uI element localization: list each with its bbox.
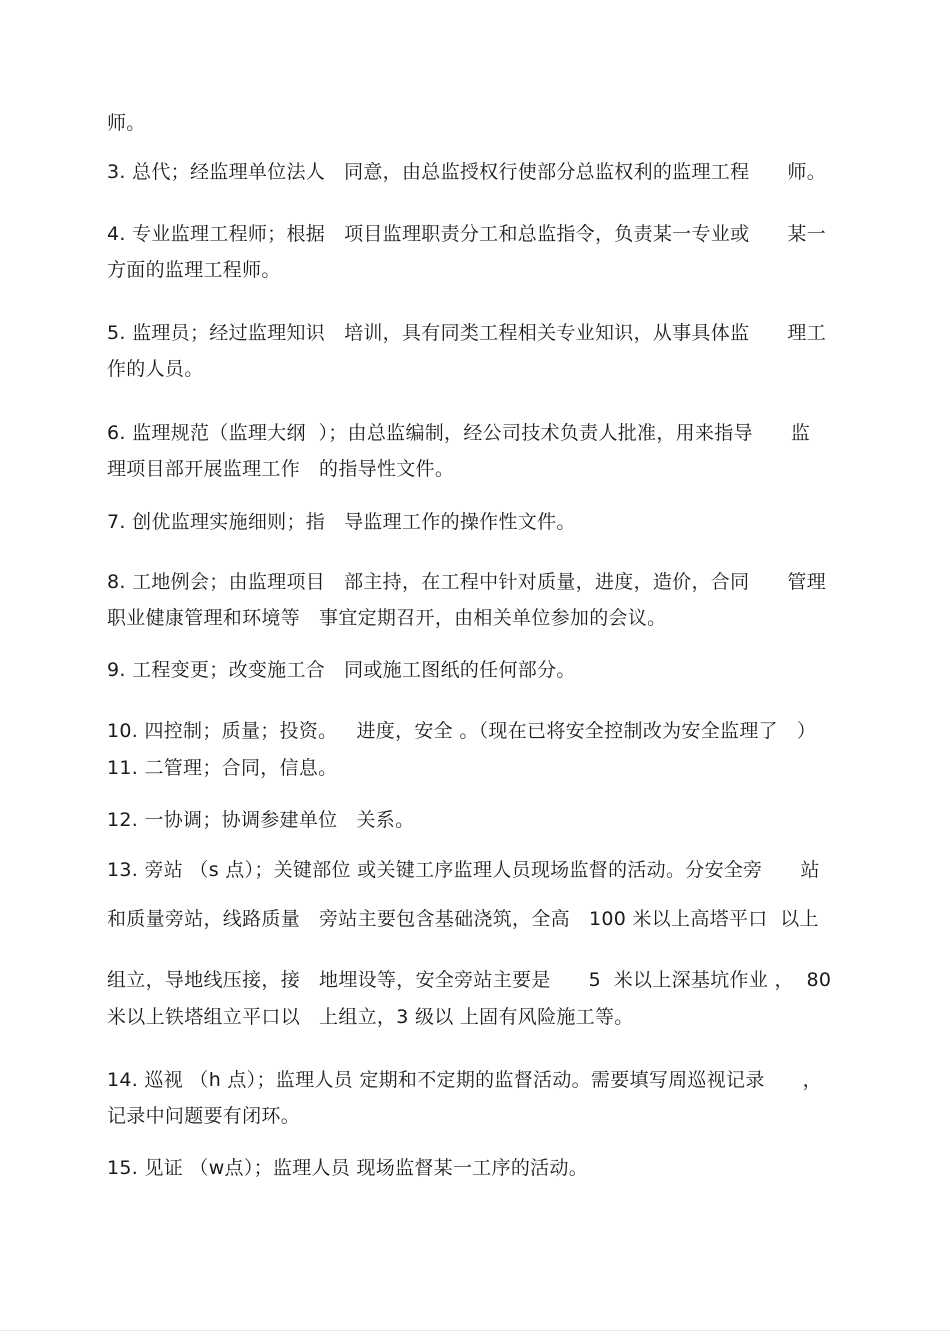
text-line: 5. 监理员；经过监理知识 培训，具有同类工程相关专业知识，从事具体监 理工	[107, 322, 827, 344]
text-line: 师。	[107, 112, 146, 134]
text-line: 11. 二管理；合同，信息。	[107, 757, 338, 779]
text-line: 记录中问题要有闭环。	[107, 1105, 301, 1127]
text-line: 8. 工地例会；由监理项目 部主持，在工程中针对质量，进度，造价，合同 管理	[107, 571, 827, 593]
text-line: 方面的监理工程师。	[107, 259, 281, 281]
text-line: 米以上铁塔组立平口以 上组立，3 级以 上固有风险施工等。	[107, 1006, 634, 1028]
text-line: 作的人员。	[107, 358, 204, 380]
text-line: 职业健康管理和环境等 事宜定期召开，由相关单位参加的会议。	[107, 607, 667, 629]
text-line: 14. 巡视 （h 点）；监理人员 定期和不定期的监督活动。需要填写周巡视记录 ，	[107, 1069, 822, 1091]
text-line: 理项目部开展监理工作 的指导性文件。	[107, 458, 455, 480]
text-line: 3. 总代；经监理单位法人 同意，由总监授权行使部分总监权利的监理工程 师。	[107, 161, 827, 183]
text-line: 15. 见证 （w点）；监理人员 现场监督某一工序的活动。	[107, 1157, 589, 1179]
text-line: 和质量旁站，线路质量 旁站主要包含基础浇筑，全高 100 米以上高塔平口 以上	[107, 908, 819, 930]
text-line: 4. 专业监理工程师；根据 项目监理职责分工和总监指令，负责某一专业或 某一	[107, 223, 827, 245]
text-line: 10. 四控制；质量；投资。 进度，安全 。（现在已将安全控制改为安全监理了 ）	[107, 720, 817, 742]
text-line: 9. 工程变更；改变施工合 同或施工图纸的任何部分。	[107, 659, 576, 681]
text-line: 7. 创优监理实施细则；指 导监理工作的操作性文件。	[107, 511, 576, 533]
text-line: 13. 旁站 （s 点）；关键部位 或关键工序监理人员现场监督的活动。分安全旁 站	[107, 859, 820, 881]
text-line: 6. 监理规范（监理大纲 ）；由总监编制，经公司技术负责人批准，用来指导 监	[107, 422, 811, 444]
page-divider	[0, 1330, 950, 1331]
text-line: 组立，导地线压接，接 地埋设等，安全旁站主要是 5 米以上深基坑作业 ， 80	[107, 969, 832, 991]
text-line: 12. 一协调；协调参建单位 关系。	[107, 809, 415, 831]
